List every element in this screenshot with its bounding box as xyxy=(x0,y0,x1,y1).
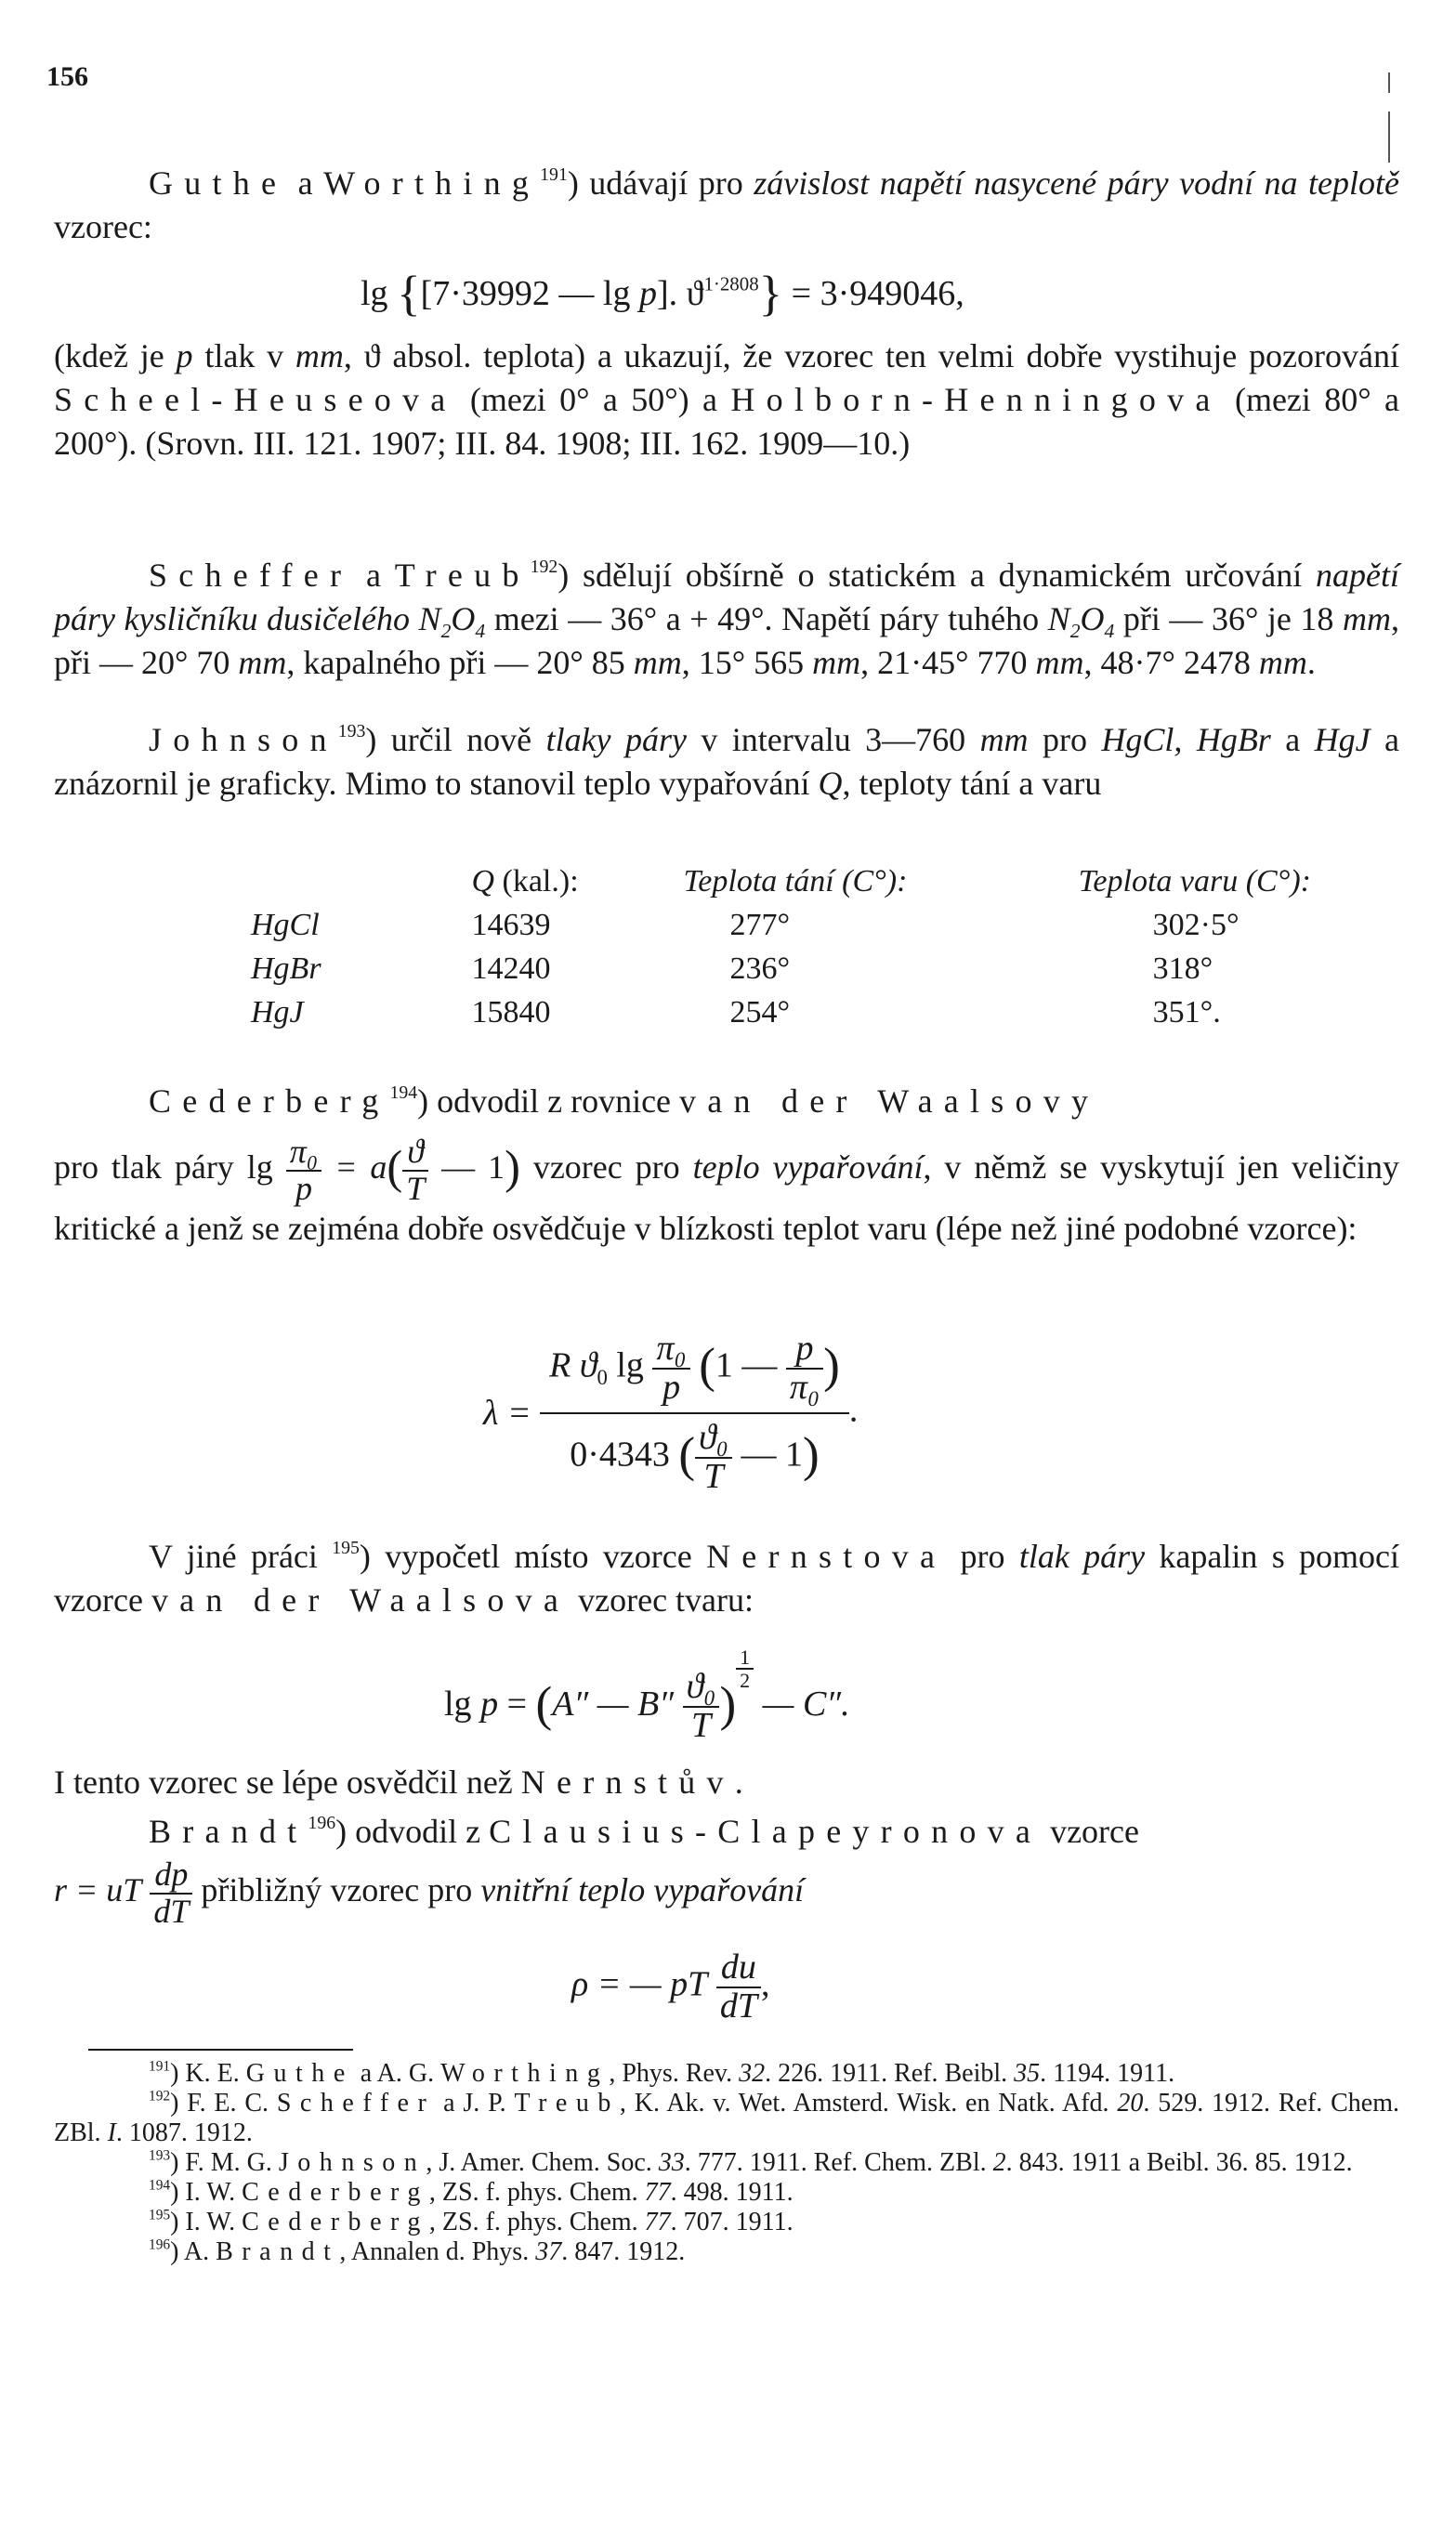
table-cell: 351°. xyxy=(1152,995,1221,1029)
eq-text: r = uT xyxy=(54,1871,142,1909)
text: , 21·45° 770 xyxy=(860,644,1036,681)
main-fraction xyxy=(540,1331,849,1496)
text: ) určil nově xyxy=(365,721,546,758)
footnote-number: 191 xyxy=(149,2058,171,2075)
text: . 529. 1912. Ref. Chem. ZBl. xyxy=(54,2089,1400,2147)
eq-text: = a xyxy=(334,1148,387,1187)
author-name: Worthing xyxy=(323,164,541,202)
author-name: Nernstův xyxy=(520,1764,735,1801)
volume: 20 xyxy=(1117,2089,1144,2118)
unit: mm xyxy=(295,337,344,374)
text: , Phys. Rev. xyxy=(609,2059,740,2088)
author-name: Cederberg xyxy=(242,2178,429,2207)
unit: mm xyxy=(1035,644,1084,681)
text: (kdež je xyxy=(54,337,177,374)
data-table xyxy=(251,864,1456,1039)
eq-text: λ = xyxy=(483,1393,531,1433)
equation-lambda xyxy=(483,1331,858,1496)
text: . 847. 1912. xyxy=(561,2237,686,2266)
emphasis: tlaky páry xyxy=(545,721,687,758)
footnotes xyxy=(54,2059,1399,2267)
text: , 48·7° 2478 xyxy=(1083,644,1259,681)
subscript: 0 xyxy=(597,1366,608,1390)
subscript: 4 xyxy=(1104,620,1115,643)
text: ) I. W. xyxy=(170,2208,243,2236)
text: (mezi 80° a 200°). (Srovn. III. 121. 1907; III. 84. 1908; III. 162. 1909—10.) xyxy=(54,381,1400,462)
unit: mm xyxy=(979,721,1029,758)
table-cell: HgBr xyxy=(251,951,321,986)
eq-text: 7·39992 — lg xyxy=(432,274,631,313)
author-name: van der Waalsova xyxy=(151,1581,571,1619)
author-name: Johnson xyxy=(149,721,338,758)
text: pro xyxy=(1028,721,1102,758)
paragraph-explanation xyxy=(54,334,1399,466)
equation-rho xyxy=(571,1949,769,2026)
text: a xyxy=(352,557,395,594)
footnote-number: 193 xyxy=(149,2147,171,2164)
paragraph-conclusion xyxy=(54,1761,1399,1804)
author-name: Treub xyxy=(514,2089,620,2118)
paragraph-johnson xyxy=(54,718,1399,806)
text: . 1087. 1912. xyxy=(115,2118,253,2147)
fraction-denominator: 2 xyxy=(740,1669,751,1693)
text: vzorec: xyxy=(54,208,152,245)
exponent-fraction xyxy=(736,1646,754,1691)
table-header: Q (kal.): xyxy=(471,864,579,898)
table-row xyxy=(251,908,1456,951)
text: ) K. E. xyxy=(170,2059,246,2088)
fraction xyxy=(652,1331,689,1407)
equation-lg-p xyxy=(444,1646,850,1745)
paragraph-guthe-worthing xyxy=(54,162,1399,249)
emphasis-text: napětí páry kysličníku dusičelého N xyxy=(54,557,1400,637)
fraction-numerator: π₀ xyxy=(652,1331,689,1370)
paren: ) xyxy=(803,1426,820,1482)
main-denominator xyxy=(540,1414,849,1496)
text: , K. Ak. v. Wet. Amsterd. Wisk. en Natk. Afd. xyxy=(619,2089,1118,2118)
fraction-numerator: 1 xyxy=(736,1646,754,1670)
author-name: Scheel-Heuseova xyxy=(54,381,457,418)
eq-var: p xyxy=(176,337,193,374)
table-cell: 302·5° xyxy=(1152,908,1240,942)
footnote-ref: 193 xyxy=(337,721,366,742)
text: . xyxy=(734,1764,743,1801)
eq-var: p xyxy=(480,1685,499,1724)
fraction-numerator: ϑ xyxy=(402,1134,428,1172)
fraction-numerator: dp xyxy=(150,1857,192,1895)
text: I tento vzorec se lépe osvědčil než xyxy=(54,1764,521,1801)
volume: 37 xyxy=(535,2237,562,2266)
text: (mezi 0° a 50°) a xyxy=(456,381,731,418)
unit: mm xyxy=(238,644,287,681)
text: a xyxy=(287,164,324,202)
paren: ( xyxy=(678,1426,696,1482)
author-name: van der Waalsovy xyxy=(679,1082,1100,1120)
unit: mm xyxy=(1343,600,1391,637)
text: vzorec tvaru: xyxy=(570,1581,754,1619)
text: přibližný vzorec pro xyxy=(192,1871,481,1909)
footnote xyxy=(54,2208,1399,2237)
author-name: Scheffer xyxy=(276,2089,436,2118)
fraction xyxy=(695,1417,732,1496)
text: ) F. M. G. xyxy=(170,2148,279,2177)
table-cell: 277° xyxy=(729,908,791,942)
text: v intervalu 3—760 xyxy=(686,721,980,758)
fraction xyxy=(716,1949,761,2026)
footnote xyxy=(54,2089,1399,2148)
paragraph-brandt xyxy=(54,1810,1399,1930)
text: a xyxy=(1270,721,1315,758)
emphasis: HgCl, HgBr xyxy=(1101,721,1271,758)
table-cell: 254° xyxy=(729,995,791,1029)
text: , teploty tání a varu xyxy=(842,765,1102,802)
volume: 77 xyxy=(644,2208,671,2236)
paragraph-nernst xyxy=(54,1535,1399,1622)
margin-mark xyxy=(1388,111,1390,163)
text: V jiné práci xyxy=(149,1538,333,1575)
table-cell: 236° xyxy=(729,951,791,986)
text: ) udávají pro xyxy=(567,164,754,202)
formula xyxy=(1047,600,1115,643)
eq-var: Q xyxy=(818,765,843,802)
author-name: Guthe xyxy=(245,2059,354,2088)
footnote-ref: 192 xyxy=(530,557,558,578)
eq-text: 1 — xyxy=(715,1345,778,1385)
unit: mm xyxy=(633,644,682,681)
margin-mark xyxy=(1388,72,1390,93)
unit: mm xyxy=(1258,644,1307,681)
emphasis: teplo vypařování xyxy=(692,1148,924,1187)
text: . 226. 1911. Ref. Beibl. xyxy=(765,2059,1015,2088)
text: a J. P. xyxy=(435,2089,515,2118)
author-name: Johnson xyxy=(278,2148,426,2177)
eq-text: — 1 xyxy=(741,1435,803,1475)
eq-text: = 3·949046, xyxy=(791,274,964,313)
footnote-ref: 191 xyxy=(540,164,568,186)
text: , 15° 565 xyxy=(681,644,813,681)
volume: 2 xyxy=(992,2148,1006,2177)
paren: ) xyxy=(719,1676,737,1732)
fraction-numerator: ϑ₀ xyxy=(683,1669,720,1708)
text: , kapalného při — 20° 85 xyxy=(286,644,634,681)
table-header-row xyxy=(251,864,1456,908)
subscript: 2 xyxy=(1069,620,1081,643)
author-name: Cederberg xyxy=(149,1082,390,1120)
eq-text: = xyxy=(506,1685,536,1724)
fraction xyxy=(402,1134,428,1207)
footnote-ref: 195 xyxy=(332,1538,360,1559)
text: tlak v xyxy=(192,337,295,374)
main-numerator xyxy=(540,1331,849,1414)
fraction-denominator: T xyxy=(703,1456,724,1496)
text: , ZS. f. phys. Chem. xyxy=(428,2208,645,2236)
paragraph-cederberg xyxy=(54,1080,1399,1251)
paren: ( xyxy=(387,1141,403,1194)
text: pro tlak páry lg xyxy=(54,1148,273,1187)
eq-text: , xyxy=(760,1964,770,2004)
fraction-denominator: T xyxy=(690,1706,712,1746)
eq-text: lg xyxy=(607,1345,644,1385)
text: ) odvodil z xyxy=(335,1813,490,1850)
fraction xyxy=(786,1331,823,1407)
text: ) A. xyxy=(170,2237,216,2266)
paren: ) xyxy=(823,1337,840,1393)
emphasis: tlak páry xyxy=(1018,1538,1146,1575)
table-cell: HgCl xyxy=(251,908,320,942)
unit: mm xyxy=(812,644,861,681)
author-name: Guthe xyxy=(149,164,288,202)
formula-text: N xyxy=(1047,600,1070,637)
eq-text: R ϑ xyxy=(549,1345,597,1385)
eq-text: . ϑ xyxy=(668,274,704,313)
fraction xyxy=(683,1669,720,1745)
text: ) sdělují obšírně o statickém a dynamickém určování xyxy=(557,557,1317,594)
text: při — 36° je 18 xyxy=(1114,600,1343,637)
text: . 777. 1911. Ref. Chem. ZBl. xyxy=(684,2148,993,2177)
footnote-ref: 194 xyxy=(389,1082,418,1104)
table-header: Teplota varu (C°): xyxy=(1078,864,1311,898)
volume: 77 xyxy=(644,2178,671,2207)
author-name: Brandt xyxy=(216,2237,340,2266)
subscript: 2 xyxy=(440,620,452,643)
text: , J. Amer. Chem. Soc. xyxy=(426,2148,659,2177)
paren: ) xyxy=(505,1141,520,1194)
author-name: Worthing xyxy=(440,2059,610,2088)
equation-vapor-pressure: lg {[7·39992 — lg p]. $ϑ^{1\cdot 2808}\} = 3\cdot 949046$, xyxy=(361,266,964,321)
footnote-number: 196 xyxy=(149,2236,171,2253)
fraction-denominator: π₀ xyxy=(789,1367,820,1407)
brace: { xyxy=(397,266,421,321)
text: , Annalen d. Phys. xyxy=(339,2237,536,2266)
eq-exponent: 1·2808 xyxy=(703,272,759,295)
volume: 33 xyxy=(658,2148,685,2177)
author-name: Cederberg xyxy=(242,2208,429,2236)
text: , při — 20° 70 xyxy=(54,600,1399,681)
emphasis: HgJ xyxy=(1314,721,1371,758)
fraction-numerator: ϑ₀ xyxy=(695,1420,732,1459)
text: , v němž se vyskytují jen veličiny kritické a jenž se zejména dobře osvědčuje v blízkosti teplot varu (lépe než jiné podobné vzorce): xyxy=(54,1148,1400,1247)
footnote xyxy=(54,2148,1399,2178)
table-cell: 14240 xyxy=(471,951,551,986)
eq-text: lg xyxy=(361,274,388,313)
author-name: Nernstova xyxy=(706,1538,947,1575)
text: vzorce xyxy=(1042,1813,1139,1850)
text: vzorec pro xyxy=(519,1148,693,1187)
author-name: Holborn-Henningova xyxy=(730,381,1222,418)
paragraph-scheffer-treub xyxy=(54,554,1399,685)
table-cell: 14639 xyxy=(471,908,551,942)
paren: ( xyxy=(535,1676,553,1732)
fraction-numerator: du xyxy=(716,1949,761,1988)
text: ) I. W. xyxy=(170,2178,243,2207)
eq-text: A″ — B″ xyxy=(552,1685,675,1724)
text: ) odvodil z rovnice xyxy=(417,1082,680,1120)
fraction xyxy=(286,1134,322,1207)
footnote-divider xyxy=(88,2049,353,2051)
eq-text: ρ = — pT xyxy=(571,1964,708,2004)
text: . 1194. 1911. xyxy=(1040,2059,1175,2088)
table-cell: 318° xyxy=(1152,951,1213,986)
table-header: Teplota tání (C°): xyxy=(683,864,908,898)
footnote xyxy=(54,2059,1399,2089)
author-name: Clausius-Clapeyronova xyxy=(489,1813,1043,1850)
text: a A. G. xyxy=(353,2059,441,2088)
fraction xyxy=(150,1857,192,1930)
volume: 35 xyxy=(1014,2059,1041,2088)
fraction-denominator: T xyxy=(406,1169,426,1207)
text: , ZS. f. phys. Chem. xyxy=(428,2178,645,2207)
fraction-denominator: p xyxy=(295,1169,312,1207)
table-header xyxy=(251,864,471,908)
author-name: Brandt xyxy=(149,1813,308,1850)
text: kapalin s pomocí vzorce xyxy=(54,1538,1400,1619)
table-row xyxy=(251,951,1456,995)
volume: I xyxy=(107,2118,116,2147)
footnote xyxy=(54,2178,1399,2208)
footnote-ref: 196 xyxy=(308,1813,336,1834)
footnote-number: 194 xyxy=(149,2177,171,2194)
fraction-denominator: p xyxy=(662,1367,681,1407)
text: mezi — 36° a + 49°. Napětí páry tuhého xyxy=(485,600,1048,637)
paren: ( xyxy=(699,1337,715,1393)
author-name: Scheffer xyxy=(149,557,353,594)
fraction-denominator: dT xyxy=(153,1892,190,1930)
text: , ϑ absol. teplota) a ukazují, že vzorec ten velmi dobře vystihuje pozorování xyxy=(343,337,1399,374)
page-number: 156 xyxy=(46,61,88,92)
emphasis: vnitřní teplo vypařování xyxy=(480,1871,805,1909)
subscript: 4 xyxy=(475,620,486,643)
table-cell: HgJ xyxy=(251,995,304,1029)
fraction-denominator: dT xyxy=(719,1986,757,2026)
text: ) vypočetl místo vzorce xyxy=(359,1538,707,1575)
eq-text: . xyxy=(848,1390,859,1430)
footnote-number: 192 xyxy=(149,2088,171,2105)
fraction-numerator: p xyxy=(786,1331,823,1370)
emphasis-text: O xyxy=(451,600,476,637)
eq-text: lg xyxy=(444,1685,472,1724)
text: . 498. 1911. xyxy=(670,2178,794,2207)
header-rest: (kal.): xyxy=(502,864,579,898)
text: pro xyxy=(946,1538,1019,1575)
eq-text: 0·4343 xyxy=(570,1435,670,1475)
text: . 843. 1911 a Beibl. 36. 85. 1912. xyxy=(1005,2148,1353,2177)
volume: 32 xyxy=(739,2059,766,2088)
footnote xyxy=(54,2237,1399,2267)
formula-text: O xyxy=(1080,600,1105,637)
table-cell: 15840 xyxy=(471,995,551,1029)
brace: } xyxy=(758,266,783,321)
text: . 707. 1911. xyxy=(670,2208,794,2236)
eq-var: p xyxy=(638,274,657,313)
text: a znázornil je graficky. Mimo to stanovil teplo vypařování xyxy=(54,721,1400,802)
eq-text: — C″. xyxy=(762,1685,850,1724)
author-name: Treub xyxy=(394,557,531,594)
fraction-numerator: π₀ xyxy=(286,1134,322,1172)
text: . xyxy=(1306,644,1316,681)
footnote-number: 195 xyxy=(149,2207,171,2223)
table-row xyxy=(251,995,1456,1039)
text: ) F. E. C. xyxy=(170,2089,277,2118)
eq-text: — 1 xyxy=(441,1148,505,1187)
emphasis: závislost napětí nasycené páry vodní na teplotě xyxy=(754,164,1400,202)
